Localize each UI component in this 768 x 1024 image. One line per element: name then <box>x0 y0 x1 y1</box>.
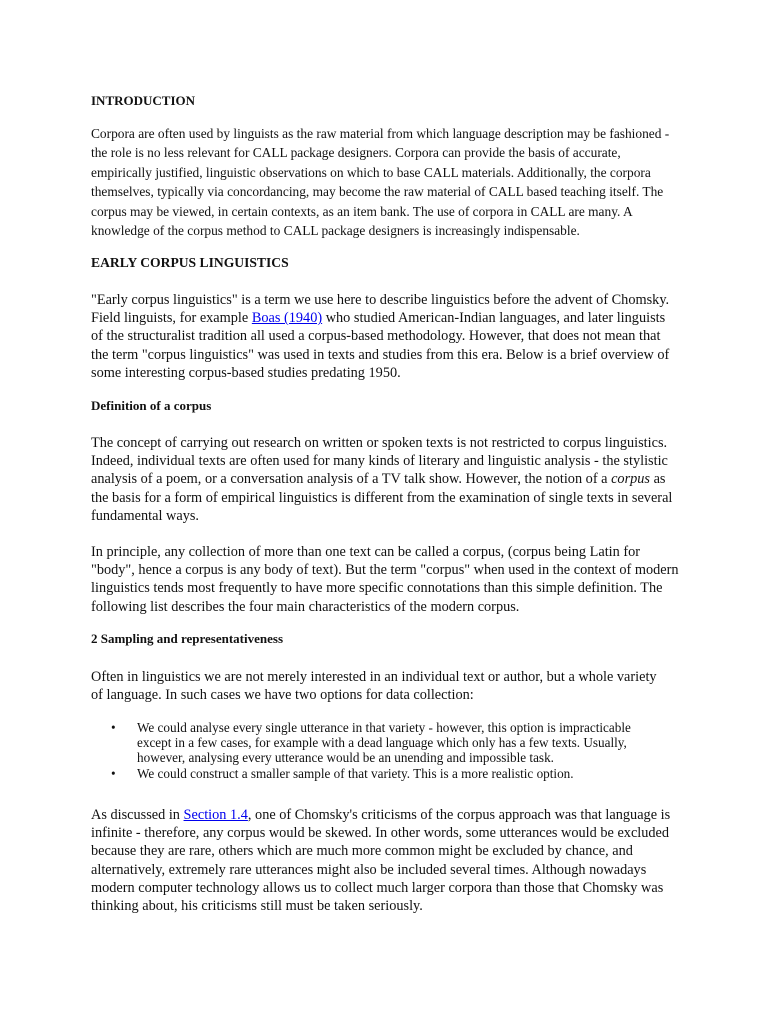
corpus-emphasis: corpus <box>611 471 650 488</box>
sampling-paragraph: Often in linguistics we are not merely interested in an individual text or author, but a whole variety of language. In such cases we have two options for data collection: <box>91 669 657 704</box>
early-corpus-heading: EARLY CORPUS LINGUISTICS <box>91 255 289 270</box>
boas-1940-link[interactable]: Boas (1940) <box>251 310 323 327</box>
chomsky-text-before-link: As discussed in <box>91 807 184 823</box>
list-item: • We could analyse every single utterance in that variety - however, this option is impracticable except in a few cases, for example with a dead language which only has a few texts. Usually, however, analysing every utterance would be an unending and impossible task. <box>111 720 651 766</box>
intro-heading: INTRODUCTION <box>91 93 196 108</box>
chomsky-paragraph <box>91 806 680 915</box>
definition-paragraph-1 <box>91 434 680 525</box>
definition-text-after-italic: as the basis for a form of empirical linguistics is different from the examination of single texts in several fundamental ways. <box>91 471 673 524</box>
early-corpus-paragraph <box>91 291 679 382</box>
section-1-4-link[interactable]: Section 1.4 <box>183 807 248 823</box>
definition-heading: Definition of a corpus <box>91 398 212 413</box>
chomsky-text-after-link: , one of Chomsky's criticisms of the corpus approach was that language is infinite - therefore, any corpus would be skewed. In other words, some utterances would be excluded because they are rare, others which are much more common might be excluded by chance, and alternatively, extremely rare utterances might also be included several times. Although nowadays modern computer technology allows us to collect much larger corpora than those that Chomsky was thinking about, his criticisms still must be taken seriously. <box>91 807 671 915</box>
definition-paragraph-2: In principle, any collection of more than one text can be called a corpus, (corpus being Latin for "body", hence a corpus is any body of text). But the term "corpus" when used in the context of modern linguistics tends most frequently to have more specific connotations than this simple definition. The following list describes the four main characteristics of the modern corpus. <box>91 544 679 615</box>
list-item: • We could construct a smaller sample of that variety. This is a more realistic option. <box>111 766 651 781</box>
definition-text-before-italic: The concept of carrying out research on written or spoken texts is not restricted to corpus linguistics. Indeed, individual texts are often used for many kinds of literary and linguistic analysis - the stylistic analysis of a poem, or a conversation analysis of a TV talk show. However, the notion of a <box>91 435 668 488</box>
data-collection-options-list <box>111 720 651 781</box>
early-text-after-link: who studied American-Indian languages, and later linguists of the structuralist tradition all used a corpus-based methodology. However, that does not mean that the term "corpus linguistics" was used in texts and studies from this era. Below is a brief overview of some interesting corpus-based studies predating 1950. <box>91 310 670 381</box>
sampling-heading: 2 Sampling and representativeness <box>91 631 284 646</box>
intro-paragraph: Corpora are often used by linguists as the raw material from which language description may be fashioned - the role is no less relevant for CALL package designers. Corpora can provide the basis of accurate, empirically justified, linguistic observations on which to base CALL materials. Additionally, the corpora themselves, typically via concordancing, may become the raw material of CALL based teaching itself. The corpus may be viewed, in certain contexts, as an item bank. The use of corpora in CALL are many. A knowledge of the corpus method to CALL package designers is increasingly indispensable. <box>91 126 670 239</box>
early-text-before-link: "Early corpus linguistics" is a term we use here to describe linguistics before the advent of Chomsky. Field linguists, for example <box>91 292 670 327</box>
